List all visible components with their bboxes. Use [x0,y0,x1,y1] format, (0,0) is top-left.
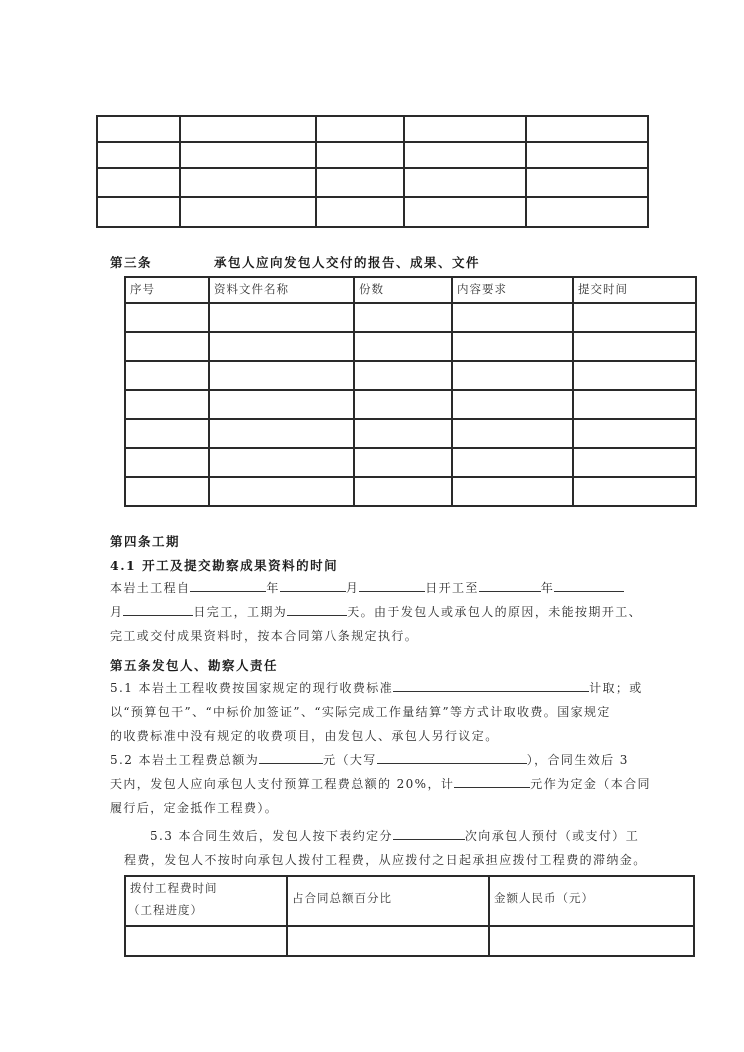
end-month-blank[interactable] [554,577,624,592]
table-cell [180,197,316,227]
end-year-blank[interactable] [479,577,541,592]
table-cell [452,419,573,448]
article3-number: 第三条 [110,255,153,270]
payment-schedule-table [124,875,695,957]
table-cell [573,390,696,419]
header-document-name: 资料文件名称 [209,277,354,303]
start-month-blank[interactable] [280,577,346,592]
article4-line1 [110,576,624,600]
header-serial-no: 序号 [125,277,209,303]
article4-line3: 完工或交付成果资料时，按本合同第八条规定执行。 [110,629,419,643]
top-table [96,115,649,228]
table-cell [125,448,209,477]
table-cell [316,142,404,168]
table-cell [404,168,526,197]
header-payment-time: 拨付工程费时间 （工程进度） [125,876,287,926]
text: ），合同生效后 3 [526,753,629,767]
table-cell [573,361,696,390]
table-row [125,303,696,332]
table-cell [573,419,696,448]
table-row [97,168,648,197]
table-cell [354,390,452,419]
table-cell [209,332,354,361]
p51-line3: 的收费标准中没有规定的收费项目，由发包人、承包人另行议定。 [110,729,499,743]
table-cell [354,332,452,361]
end-day-blank[interactable] [123,601,193,616]
table-cell [209,303,354,332]
article4-title: 第四条工期 [110,534,181,549]
table-cell [97,168,180,197]
text: 日开工至 [425,581,479,595]
table-cell [452,303,573,332]
p52-line3: 履行后，定金抵作工程费）。 [110,801,279,815]
header-content-requirements: 内容要求 [452,277,573,303]
text: 天内，发包人应向承包人支付预算工程费总额的 20%，计 [110,777,455,791]
article3-title: 承包人应向发包人交付的报告、成果、文件 [214,255,481,270]
table-cell [125,390,209,419]
p51-line2: 以“预算包干”、“中标价加签证”、“实际完成工作量结算”等方式计取收费。国家规定 [110,705,611,719]
table-header-row [125,876,694,926]
header-copies: 份数 [354,277,452,303]
table-row [125,926,694,956]
p53-line2: 程费，发包人不按时向承包人拨付工程费，从应拨付之日起承担应拨付工程费的滞纳金。 [124,853,647,867]
table-cell [404,116,526,142]
table-cell [125,926,287,956]
table-cell [573,477,696,506]
table-cell [452,448,573,477]
table-cell [354,448,452,477]
table-row [125,361,696,390]
table-cell [97,116,180,142]
table-cell [526,168,648,197]
table-cell [287,926,489,956]
table-cell [209,419,354,448]
table-row [97,197,648,227]
table-cell [316,116,404,142]
table-cell [452,390,573,419]
total-fee-blank[interactable] [259,749,323,764]
table-cell [452,332,573,361]
table-cell [125,361,209,390]
table-cell [209,477,354,506]
p52-line1 [110,748,629,772]
text: 次向承包人预付（或支付）工 [464,829,640,843]
table-cell [209,390,354,419]
table-cell [180,142,316,168]
table-row [97,116,648,142]
fee-standard-blank[interactable] [393,677,589,692]
header-amount-rmb: 金额人民币（元） [489,876,694,926]
start-year-blank[interactable] [190,577,266,592]
table-cell [125,303,209,332]
deliverables-table [124,276,697,507]
table-cell [354,477,452,506]
table-cell [526,197,648,227]
table-row [125,448,696,477]
text: 本岩土工程自 [110,581,191,595]
table-cell [97,197,180,227]
p52-line2 [110,772,651,796]
text: 日完工，工期为 [193,605,288,619]
text: 元（大写 [323,753,377,767]
table-cell [180,116,316,142]
table-cell [573,448,696,477]
text: 5.2 本岩土工程费总额为 [110,753,260,767]
start-day-blank[interactable] [359,577,425,592]
table-cell [573,303,696,332]
table-cell [354,361,452,390]
table-cell [526,142,648,168]
table-cell [526,116,648,142]
table-row [125,419,696,448]
table-cell [209,361,354,390]
table-header-row [125,277,696,303]
duration-days-blank[interactable] [287,601,347,616]
table-cell [452,361,573,390]
table-cell [209,448,354,477]
installments-blank[interactable] [393,825,465,840]
article4-line2 [110,600,642,624]
table-cell [573,332,696,361]
table-cell [489,926,694,956]
table-cell [404,142,526,168]
table-cell [354,303,452,332]
p51-line1 [110,676,643,700]
table-cell [404,197,526,227]
total-fee-words-blank[interactable] [377,749,527,764]
text: 5.3 本合同生效后，发包人按下表约定分 [150,829,393,843]
header-submission-time: 提交时间 [573,277,696,303]
text: 年 [540,581,555,595]
table-cell [97,142,180,168]
table-cell [125,332,209,361]
table-row [125,477,696,506]
text: 元作为定金（本合同 [530,777,651,791]
text: 年 [266,581,280,595]
table-row [125,390,696,419]
p53-line1 [150,824,639,848]
table-cell [180,168,316,197]
table-cell [125,477,209,506]
text: 月 [110,605,124,619]
deposit-amount-blank[interactable] [454,773,530,788]
table-row [97,142,648,168]
table-cell [316,197,404,227]
article4-subtitle: 4.1 开工及提交勘察成果资料的时间 [110,558,339,573]
text: 天。由于发包人或承包人的原因，未能按期开工、 [347,605,643,619]
table-cell [316,168,404,197]
table-cell [452,477,573,506]
table-row [125,332,696,361]
text: 月 [345,581,360,595]
header-percentage: 占合同总额百分比 [287,876,489,926]
text: 计取；或 [589,681,643,695]
table-cell [125,419,209,448]
text: 5.1 本岩土工程收费按国家规定的现行收费标准 [110,681,394,695]
table-cell [354,419,452,448]
article5-title: 第五条发包人、勘察人责任 [110,658,279,673]
